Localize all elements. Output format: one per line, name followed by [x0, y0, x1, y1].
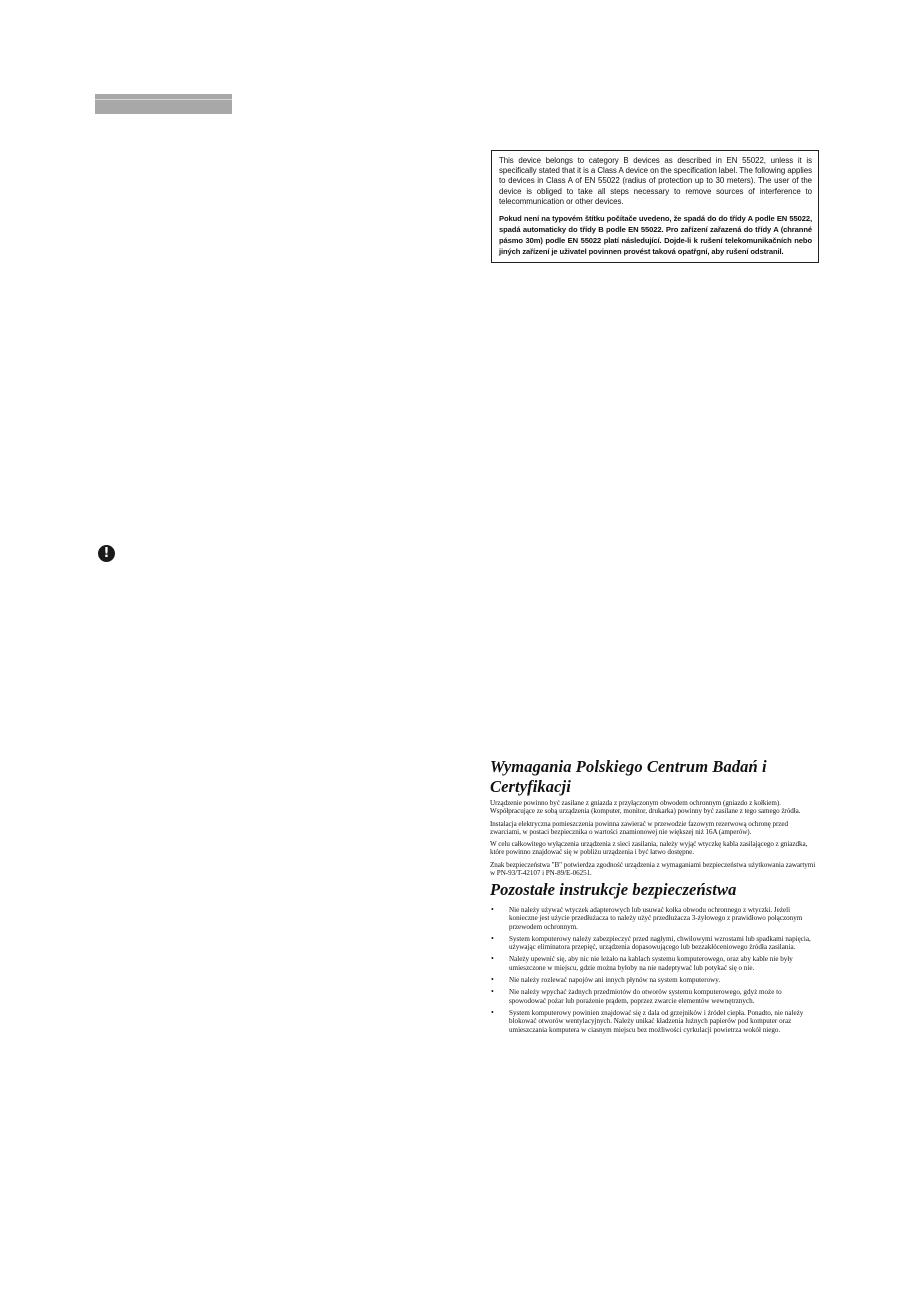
pcbc-paragraph: Instalacja elektryczna pomieszczenia powinna zawierać w przewodzie fazowym rezerwową ochronę przed zwarciami, w postaci bezpiecznika o wartości znamionowej nie większej niż 16A (amperów).: [490, 819, 788, 836]
emc-notice-box: [491, 150, 819, 263]
list-item-text: Nie należy wpychać żadnych przedmiotów do otworów systemu komputerowego, gdyż może to spowodować pożar lub porażenie prądem, poprzez zwarcie elementów wewnętrznych.: [509, 988, 782, 1005]
list-item: [490, 906, 820, 931]
list-item-text: Nie należy używać wtyczek adapterowych lub usuwać kołka obwodu ochronnego z wtyczki. Jeżeli konieczne jest użycie przedłużacza to należy użyć przedłużacza 3-żyłowego z prawidłowo połączonym przewodem ochronnym.: [509, 906, 803, 931]
emc-notice-english: This device belongs to category B devices as described in EN 55022, unless it is specifically stated that it is a Class A device on the specification label. The following applies to devices in Class A of EN 55022 (radius of protection up to 30 meters). The user of the device is obliged to take all steps necessary to remove sources of interference to telecommunication or other devices.: [499, 156, 812, 206]
list-item: [490, 955, 820, 972]
list-item-text: Należy upewnić się, aby nic nie leżało na kablach systemu komputerowego, oraz aby kable nie były umieszczone w miejscu, gdzie można byłoby na nie nadeptywać lub potykać się o nie.: [509, 955, 793, 972]
bullet-icon: •: [491, 933, 494, 943]
pcbc-paragraph: Znak bezpieczeństwa "B" potwierdza zgodność urządzenia z wymaganiami bezpieczeństwa użytkowania zawartymi w PN-93/T-42107 i PN-89/E-06251.: [490, 860, 816, 878]
bullet-icon: •: [491, 1007, 494, 1017]
list-item: [490, 935, 820, 952]
bullet-icon: •: [491, 954, 494, 964]
other-safety-heading: Pozostałe instrukcje bezpieczeństwa: [490, 880, 737, 899]
exclamation-icon: !: [98, 545, 115, 562]
pcbc-section: [490, 757, 820, 881]
bullet-icon: •: [491, 975, 494, 985]
list-item: [490, 1009, 820, 1034]
pcbc-paragraph: W celu całkowitego wyłączenia urządzenia z sieci zasilania, należy wyjąć wtyczkę kabla zasilającego z gniazdka, które powinno znajdować się w pobliżu urządzenia i być łatwo dostępne.: [490, 840, 808, 857]
list-item-text: Nie należy rozlewać napojów ani innych płynów na system komputerowy.: [509, 976, 721, 985]
list-item-text: System komputerowy powinien znajdować się z dala od grzejników i źródeł ciepła. Ponadto, nie należy blokować otworów wentylacyjnych. Należy unikać kładzenia lużnych papierów pod komputer oraz umieszczania komputera w ciasnym miejscu bez możliwości cyrkulacji powietrza wokół niego.: [509, 1008, 804, 1034]
other-safety-section: [490, 880, 820, 1038]
list-item: [490, 976, 820, 984]
list-item: [490, 988, 820, 1005]
list-item-text: System komputerowy należy zabezpieczyć przed nagłymi, chwilowymi wzrostami lub spadkami napięcia, używając eliminatora przepięć, urządzenia dopasowującego lub bezzakłóceniowego źródła zasilania.: [509, 934, 811, 952]
pcbc-heading: Wymagania Polskiego Centrum Badań i Certyfikacji: [490, 757, 767, 796]
section-header-bar: [95, 94, 232, 114]
emc-notice-czech: Pokud není na typovém štítku počítače uvedeno, že spadá do do třídy A podle EN 55022, spadá automaticky do třídy B podle EN 55022. Pro zařízení zařazená do třídy A (chranné pásmo 30m) podle EN 55022 platí následující. Dojde-li k rušení telekomunikačních nebo jiných zařízení je uživatel povinnen provést taková opatřgní, aby rušení odstranil.: [499, 214, 812, 257]
bullet-icon: •: [491, 987, 494, 997]
bullet-icon: •: [491, 905, 494, 914]
safety-list: [490, 906, 820, 1034]
pcbc-paragraph: Urządzenie powinno być zasilane z gniazda z przyłączonym obwodem ochronnym (gniazdo z kołkiem). Współpracujące ze sobą urządzenia (komputer, monitor, drukarka) powinny być zasilane z tego samego źródła.: [490, 799, 801, 816]
